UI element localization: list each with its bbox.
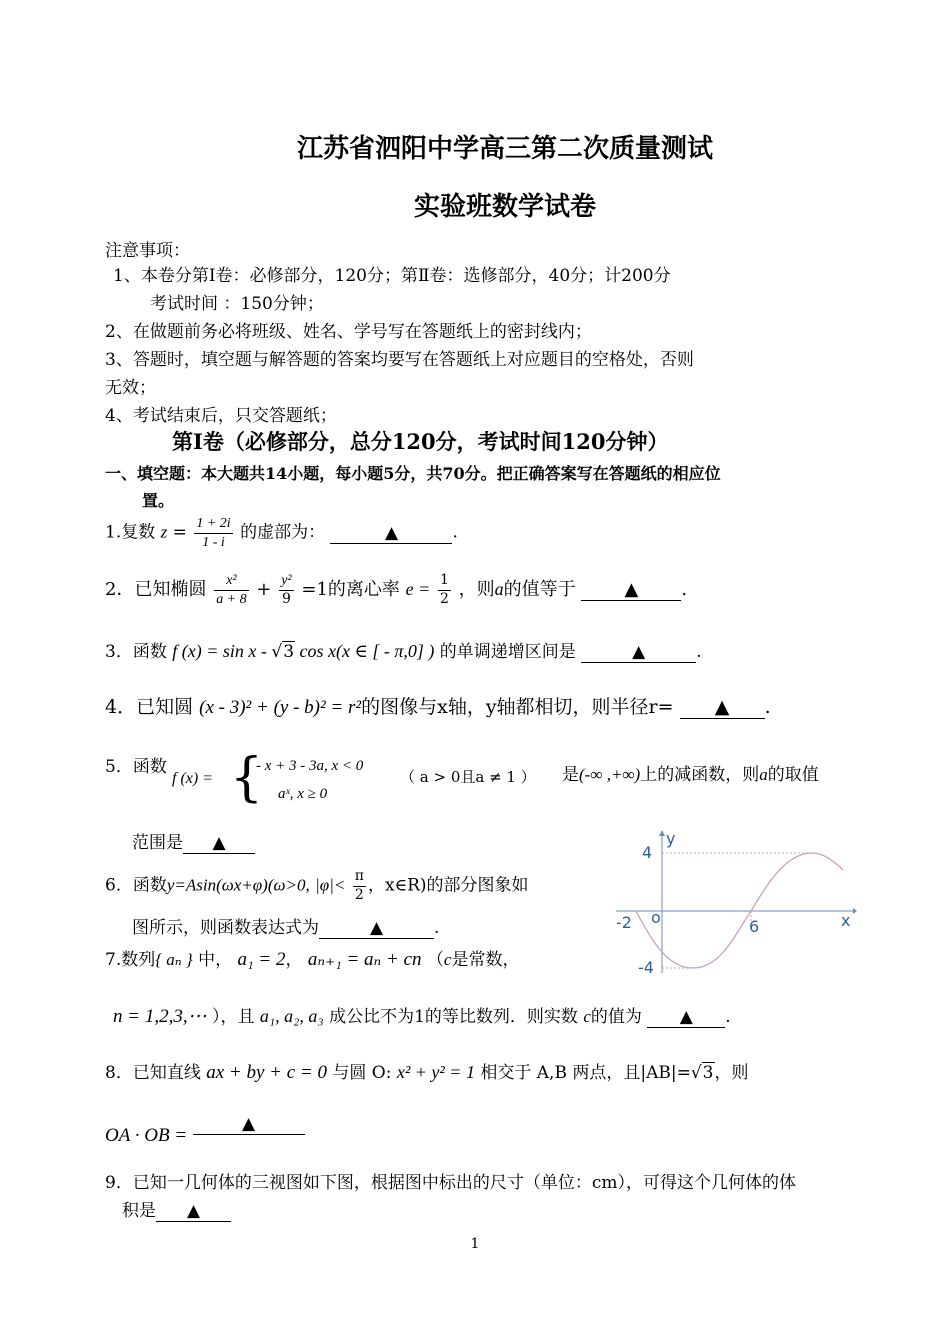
y-min-label: -4	[638, 958, 654, 977]
page-number: 1	[470, 1236, 480, 1252]
answer-blank-6[interactable]: ▲	[319, 918, 434, 939]
x-axis-label: x	[841, 911, 851, 930]
q5-tail: 是(-∞ ,+∞)上的减函数，则a的取值	[562, 765, 819, 785]
question-5: 5．函数	[105, 757, 167, 777]
question-6-cont: 图所示，则函数表达式为 ▲ .	[132, 918, 440, 938]
exam-title: 江苏省泗阳中学高三第二次质量测试	[296, 134, 713, 164]
origin-label: o	[651, 908, 661, 927]
question-8: 8．已知直线 ax + by + c = 0 与圆 O: x² + y² = 1 相交于 A,B 两点，且|AB|=√3，则	[105, 1062, 749, 1083]
part1-heading: 第Ⅰ卷（必修部分，总分120分，考试时间120分钟）	[172, 429, 669, 454]
x-neg-label: -2	[616, 913, 632, 932]
q5-brace: {	[230, 748, 264, 808]
notice-item-1: 1、本卷分第Ⅰ卷：必修部分，120分；第Ⅱ卷：选修部分，40分；计200分	[113, 266, 671, 286]
answer-blank-5[interactable]: ▲	[183, 833, 255, 854]
section1-heading: 一、填空题：本大题共14小题，每小题5分，共70分。把正确答案写在答题纸的相应位	[105, 464, 721, 483]
question-7-cont: n = 1,2,3,⋯ ），且 a₁, a₂, a₃ 成公比不为1的等比数列．则实数 c的值为 ▲ .	[113, 1006, 731, 1027]
exam-subtitle: 实验班数学试卷	[413, 192, 596, 222]
section1-heading-cont: 置。	[142, 491, 175, 510]
answer-blank-3[interactable]: ▲	[581, 642, 696, 663]
question-9-cont: 积是 ▲	[122, 1196, 231, 1222]
answer-blank-4[interactable]: ▲	[680, 696, 765, 719]
x-axis-arrow	[853, 908, 857, 914]
question-1: 1.复数 z = $\frac{1 + 2i}{1 - i}$ 的虚部为： ▲ .	[105, 516, 458, 550]
answer-blank-1[interactable]: ▲	[330, 523, 452, 544]
question-8-cont: OA · OB = ▲	[105, 1125, 305, 1147]
q5-case-1: - x + 3 - 3a, x < 0	[256, 758, 364, 774]
notice-item-3-cont: 无效；	[105, 378, 156, 398]
answer-blank-9[interactable]: ▲	[156, 1201, 231, 1222]
x-pos-label: 6	[749, 917, 760, 936]
question-9: 9．已知一几何体的三视图如下图，根据图中标出的尺寸（单位：cm），可得这个几何体的体	[105, 1173, 796, 1193]
notice-item-4: 4、考试结束后，只交答题纸；	[105, 406, 337, 426]
q5-condition: （ a > 0且a ≠ 1 ）	[400, 768, 536, 786]
question-2: 2．已知椭圆 $\frac{\text{x²}}{a + 8}$ + $\frac{\text{y²}}{9}$ =1的离心率 e = $\frac{1}{2}$ ，则a的值等于 ▲ .	[105, 572, 688, 607]
answer-blank-8[interactable]: ▲	[193, 1114, 305, 1135]
sine-graph	[608, 828, 858, 978]
y-axis-arrow	[659, 830, 665, 836]
q5-case-2: aˣ, x ≥ 0	[278, 786, 328, 802]
notice-item-2: 2、在做题前务必将班级、姓名、学号写在答题纸上的密封线内；	[105, 322, 592, 342]
question-4: 4．已知圆 (x - 3)² + (y - b)² = r²的图像与x轴，y轴都相切，则半径r= ▲ .	[105, 696, 771, 718]
q5-fx: f (x) =	[172, 770, 213, 787]
answer-blank-7[interactable]: ▲	[647, 1007, 725, 1028]
question-7: 7.数列{ aₙ } 中， a₁ = 2， aₙ₊₁ = aₙ + cn （c是常数，	[105, 949, 520, 970]
notice-heading: 注意事项：	[105, 241, 190, 261]
question-6: 6．函数y=Asin(ωx+φ)(ω>0, |φ|< $\frac{\pi}{2}$ ，x∈R)的部分图象如	[105, 868, 529, 903]
y-axis-label: y	[666, 829, 676, 848]
question-3: 3．函数 f (x) = sin x - √3 cos x(x ∈ [ - π,0] ) 的单调递增区间是 ▲ .	[105, 641, 702, 662]
y-max-label: 4	[642, 843, 653, 862]
notice-item-1-cont: 考试时间 ：150分钟；	[150, 294, 324, 314]
question-5-cont: 范围是 ▲	[132, 828, 255, 854]
notice-item-3: 3、答题时，填空题与解答题的答案均要写在答题纸上对应题目的空格处，否则	[105, 350, 694, 370]
answer-blank-2[interactable]: ▲	[581, 579, 681, 601]
